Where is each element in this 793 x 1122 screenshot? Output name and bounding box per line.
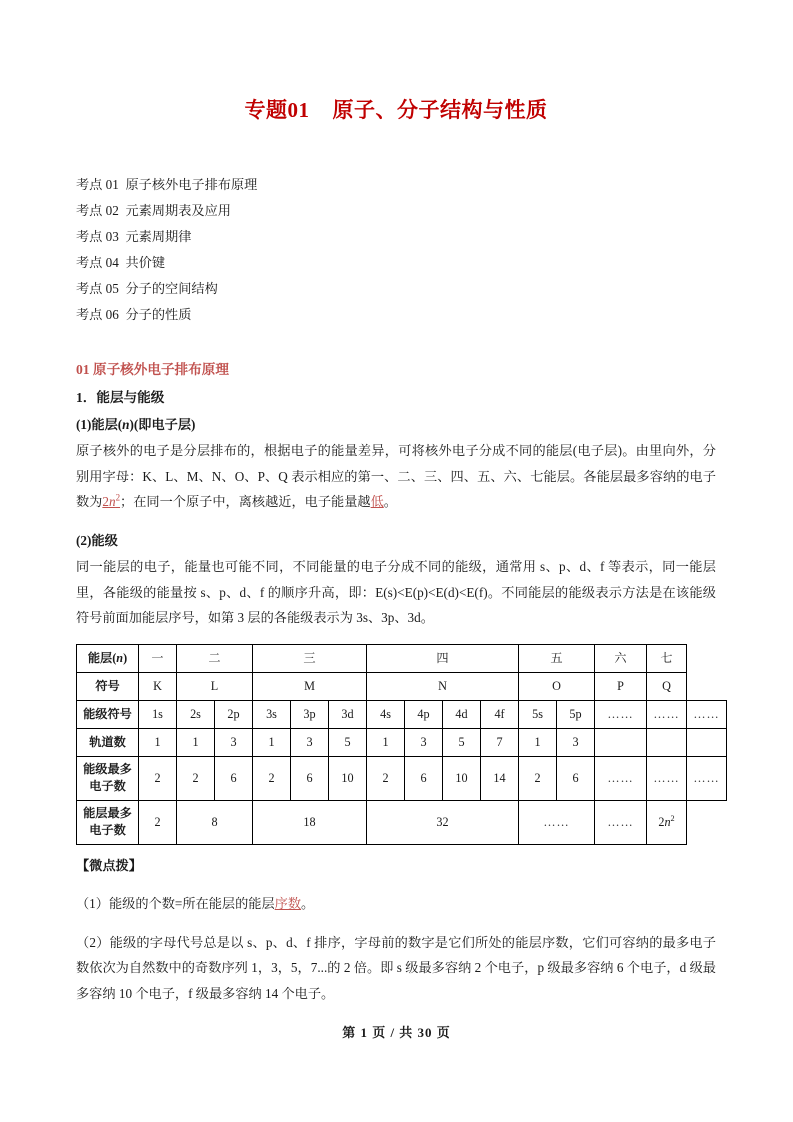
table-cell: 一	[139, 644, 177, 672]
table-row-level-max-electrons	[77, 800, 727, 844]
table-cell: 2	[177, 756, 215, 800]
table-cell: 七	[647, 644, 687, 672]
table-cell: 10	[329, 756, 367, 800]
table-cell: 五	[519, 644, 595, 672]
table-cell: 5	[443, 728, 481, 756]
paragraph-energy-level: 同一能层的电子，能量也可能不同，不同能量的电子分成不同的能级，通常用 s、p、d、f 等表示，同一能层里，各能级的能量按 s、p、d、f 的顺序升高，即：E(s)<E(p)<E(d)<E(f)。不同能层的能级表示方法是在该能级符号前面加能层序号，如第 3 层的各能级表示为 3s、3p、3d。	[76, 559, 716, 626]
tips-title: 【微点拨】	[76, 857, 142, 873]
highlight-italic-n: n	[108, 494, 116, 510]
table-cell: ……	[647, 700, 687, 728]
table-cell: 3p	[291, 700, 329, 728]
table-cell: 1s	[139, 700, 177, 728]
table-cell: 3	[557, 728, 595, 756]
table-cell: 三	[253, 644, 367, 672]
row-label-line2: 电子数	[89, 779, 126, 794]
table-row-sublevel-symbol	[77, 700, 727, 728]
tip-text-b: 。	[301, 895, 315, 911]
table-cell: 5s	[519, 700, 557, 728]
row-label-sublevel-max-electrons	[77, 756, 139, 800]
table-cell: O	[519, 672, 595, 700]
paragraph-text-b: ；在同一个原子中，离核越近，电子能量越	[120, 494, 371, 510]
table-cell	[595, 728, 647, 756]
page-title: 专题01 原子、分子结构与性质	[244, 98, 548, 122]
table-cell: ……	[687, 700, 727, 728]
table-row-sublevel-max-electrons	[77, 756, 727, 800]
table-cell: 2s	[177, 700, 215, 728]
table-cell: 六	[595, 644, 647, 672]
table-cell: 18	[253, 800, 367, 844]
table-row-energy-level	[77, 644, 727, 672]
subheading-prefix: (1)能层(	[76, 417, 123, 433]
subheading-energy-level: (2)能级	[76, 533, 118, 549]
page-footer: 第 1 页 / 共 30 页	[342, 1025, 451, 1040]
table-cell: ……	[519, 800, 595, 844]
table-cell: M	[253, 672, 367, 700]
row-label-level-max-electrons	[77, 800, 139, 844]
highlight-num: 2	[102, 494, 109, 510]
toc-item[interactable]: 考点 01 原子核外电子排布原理	[76, 177, 258, 193]
toc-item[interactable]: 考点 03 元素周期律	[76, 229, 192, 245]
paragraph-text-c: 。	[383, 494, 397, 510]
row-label-orbital-count: 轨道数	[77, 728, 139, 756]
table-cell: ……	[647, 756, 687, 800]
tip-item-1	[76, 891, 716, 917]
table-row-symbol	[77, 672, 727, 700]
row-label-line1: 能级最多	[83, 762, 132, 777]
table-cell: 1	[519, 728, 557, 756]
table-cell: ……	[595, 700, 647, 728]
table-cell: K	[139, 672, 177, 700]
row-label-line2: 电子数	[89, 823, 126, 838]
table-cell: 6	[405, 756, 443, 800]
toc-item[interactable]: 考点 02 元素周期表及应用	[76, 203, 231, 219]
table-cell: 2	[367, 756, 405, 800]
table-cell: 3	[215, 728, 253, 756]
table-cell: 2	[139, 756, 177, 800]
tip-item-2: （2）能级的字母代号总是以 s、p、d、f 排序，字母前的数字是它们所处的能层序数，它们可容纳的最多电子数依次为自然数中的奇数序列 1，3，5，7...的 2 倍。即 s 级最多容纳 2 个电子，p 级最多容纳 6 个电子，d 级最多容纳 10 个电子，f 级最多容纳 14 个电子。	[76, 934, 716, 1001]
highlight-low: 低	[370, 494, 384, 510]
table-cell: 5p	[557, 700, 595, 728]
table-cell: 2p	[215, 700, 253, 728]
row-label-line1: 能层最多	[83, 806, 132, 821]
toc-item[interactable]: 考点 05 分子的空间结构	[76, 281, 218, 297]
table-cell: 4p	[405, 700, 443, 728]
table-cell: 3	[291, 728, 329, 756]
highlight-ordinal: 序数	[274, 895, 302, 911]
table-cell: 1	[139, 728, 177, 756]
table-cell: 四	[367, 644, 519, 672]
table-cell: 2	[139, 800, 177, 844]
table-cell: 3	[405, 728, 443, 756]
row-label-symbol: 符号	[77, 672, 139, 700]
subheading-energy-layer	[76, 412, 716, 437]
table-cell: 6	[557, 756, 595, 800]
row-label-italic-n: n	[116, 650, 124, 665]
highlight-superscript: 2	[115, 492, 121, 503]
tip-text-a: （1）能级的个数=所在能层的能层	[76, 895, 275, 911]
row-label-energy-level	[77, 644, 139, 672]
table-cell: 5	[329, 728, 367, 756]
table-cell: 4d	[443, 700, 481, 728]
page-content	[76, 0, 720, 1019]
table-cell: 32	[367, 800, 519, 844]
energy-level-table	[76, 644, 727, 845]
subheading-italic-n: n	[122, 417, 130, 433]
table-cell: 6	[215, 756, 253, 800]
table-of-contents	[76, 172, 716, 328]
table-cell: ……	[595, 756, 647, 800]
table-cell	[687, 728, 727, 756]
table-cell: N	[367, 672, 519, 700]
table-cell: 4f	[481, 700, 519, 728]
row-label-suffix: )	[123, 650, 128, 665]
table-cell: 1	[367, 728, 405, 756]
table-cell: 3s	[253, 700, 291, 728]
section-header: 01 原子核外电子排布原理	[76, 362, 229, 378]
table-row-orbital-count	[77, 728, 727, 756]
highlight-2n-squared	[102, 494, 120, 509]
table-cell: 14	[481, 756, 519, 800]
table-cell: ……	[595, 800, 647, 844]
table-cell: 8	[177, 800, 253, 844]
table-cell: 3d	[329, 700, 367, 728]
table-cell: 2	[519, 756, 557, 800]
table-cell: 2	[253, 756, 291, 800]
table-cell: P	[595, 672, 647, 700]
table-cell: ……	[687, 756, 727, 800]
table-cell	[647, 728, 687, 756]
paragraph-energy-layer	[76, 438, 716, 515]
table-cell: Q	[647, 672, 687, 700]
table-cell: 二	[177, 644, 253, 672]
row-label-sublevel-symbol: 能级符号	[77, 700, 139, 728]
heading-energy-layer-and-level: 1．能层与能级	[76, 390, 165, 406]
paragraph-text-a: 原子核外的电子是分层排布的，根据电子的能量差异，可将核外电子分成不同的能层(电子层)。由里向外，分别用字母：K、L、M、N、O、P、Q 表示相应的第一、二、三、四、五、六、七能层。各能层最多容纳的电子数为	[76, 443, 716, 510]
toc-item[interactable]: 考点 06 分子的性质	[76, 307, 192, 323]
toc-item[interactable]: 考点 04 共价键	[76, 255, 166, 271]
subheading-suffix: )(即电子层)	[129, 417, 196, 433]
table-cell: 1	[253, 728, 291, 756]
table-cell-2n-squared: $2n^2$	[647, 800, 687, 844]
table-cell: L	[177, 672, 253, 700]
row-label-prefix: 能层(	[87, 650, 117, 665]
table-cell: 1	[177, 728, 215, 756]
table-cell: 4s	[367, 700, 405, 728]
table-cell: 6	[291, 756, 329, 800]
table-cell: 10	[443, 756, 481, 800]
table-cell: 7	[481, 728, 519, 756]
